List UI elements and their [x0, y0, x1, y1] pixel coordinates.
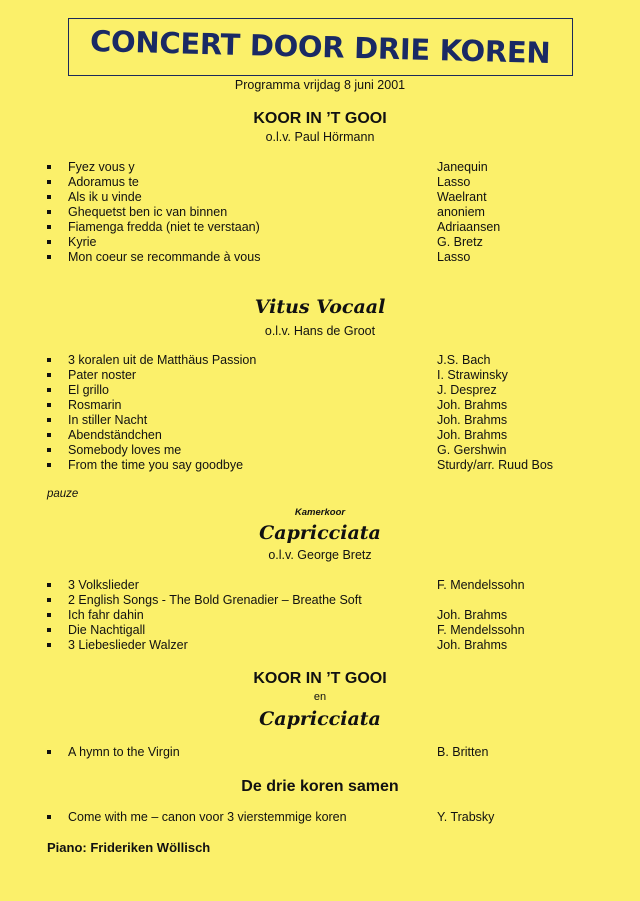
list-item — [0, 623, 640, 638]
bullet-icon — [47, 195, 51, 199]
bullet-icon — [47, 180, 51, 184]
bullet-icon — [47, 373, 51, 377]
composer: G. Gershwin — [437, 443, 507, 457]
composer: J.S. Bach — [437, 353, 491, 367]
bullet-icon — [47, 750, 51, 754]
composer: F. Mendelssohn — [437, 578, 525, 592]
composer: Lasso — [437, 250, 471, 264]
bullet-icon — [47, 403, 51, 407]
bullet-icon — [47, 628, 51, 632]
bullet-icon — [47, 240, 51, 244]
composer: Adriaansen — [437, 220, 501, 234]
list-item — [0, 383, 640, 398]
page-title: CONCERT DOOR DRIE KOREN — [89, 23, 552, 71]
bullet-icon — [47, 433, 51, 437]
piece-title: Abendständchen — [68, 428, 162, 442]
bullet-icon — [47, 418, 51, 422]
conductor-koor: o.l.v. Paul Hörmann — [265, 130, 375, 144]
bullet-icon — [47, 210, 51, 214]
list-item — [0, 443, 640, 458]
title-box — [68, 18, 573, 76]
program-list-koor — [0, 160, 640, 265]
section-title-joint-capricciata: Capricciata — [259, 708, 381, 730]
piece-title: Als ik u vinde — [68, 190, 142, 204]
bullet-icon — [47, 388, 51, 392]
bullet-icon — [47, 255, 51, 259]
list-item — [0, 608, 640, 623]
bullet-icon — [47, 815, 51, 819]
section-title-koor: KOOR IN ’T GOOI — [253, 110, 387, 127]
piece-title: In stiller Nacht — [68, 413, 148, 427]
bullet-icon — [47, 165, 51, 169]
bullet-icon — [47, 463, 51, 467]
list-item — [0, 578, 640, 593]
piece-title: Pater noster — [68, 368, 137, 382]
section-title-vitus: Vitus Vocaal — [254, 296, 386, 318]
composer: Y. Trabsky — [437, 810, 495, 824]
section-title-joint: KOOR IN ’T GOOI — [253, 670, 387, 687]
list-item — [0, 353, 640, 368]
list-item — [0, 638, 640, 653]
list-item — [0, 205, 640, 220]
piano-credit: Piano: Frideriken Wöllisch — [47, 840, 211, 855]
bullet-icon — [47, 448, 51, 452]
piece-title: Rosmarin — [68, 398, 122, 412]
piece-title: Die Nachtigall — [68, 623, 146, 637]
list-item — [0, 745, 640, 760]
list-item — [0, 413, 640, 428]
composer: Waelrant — [437, 190, 487, 204]
composer: J. Desprez — [437, 383, 497, 397]
composer: B. Britten — [437, 745, 489, 759]
piece-title: Ich fahr dahin — [68, 608, 144, 622]
program-list-capricciata — [0, 578, 640, 653]
piece-title: 3 Liebeslieder Walzer — [68, 638, 188, 652]
program-list-joint — [0, 745, 640, 760]
bullet-icon — [47, 358, 51, 362]
composer: F. Mendelssohn — [437, 623, 525, 637]
piece-title: Come with me – canon voor 3 vierstemmige koren — [68, 810, 347, 824]
pauze-label: pauze — [47, 488, 79, 500]
piece-title: From the time you say goodbye — [68, 458, 244, 472]
composer: Joh. Brahms — [437, 413, 508, 427]
list-item — [0, 175, 640, 190]
composer: Joh. Brahms — [437, 398, 508, 412]
section-title-capricciata: Capricciata — [259, 522, 381, 544]
piece-title: Kyrie — [68, 235, 97, 249]
joint-en: en — [313, 691, 327, 703]
composer: G. Bretz — [437, 235, 483, 249]
piece-title: Adoramus te — [68, 175, 139, 189]
list-item — [0, 593, 640, 608]
bullet-icon — [47, 643, 51, 647]
section-title-samen: De drie koren samen — [241, 778, 399, 795]
list-item — [0, 368, 640, 383]
piece-title: Somebody loves me — [68, 443, 182, 457]
piece-title: Mon coeur se recommande à vous — [68, 250, 261, 264]
list-item — [0, 250, 640, 265]
piece-title: Ghequetst ben ic van binnen — [68, 205, 228, 219]
composer: Joh. Brahms — [437, 638, 508, 652]
program-list-samen — [0, 810, 640, 825]
composer: Joh. Brahms — [437, 608, 508, 622]
kamerkoor-label: Kamerkoor — [294, 507, 346, 518]
piece-title: Fyez vous y — [68, 160, 135, 174]
program-date: Programma vrijdag 8 juni 2001 — [234, 78, 406, 92]
list-item — [0, 428, 640, 443]
piece-title: El grillo — [68, 383, 109, 397]
bullet-icon — [47, 583, 51, 587]
piece-title: A hymn to the Virgin — [68, 745, 180, 759]
list-item — [0, 458, 640, 473]
composer: anoniem — [437, 205, 485, 219]
composer: Sturdy/arr. Ruud Bos — [437, 458, 554, 472]
list-item — [0, 220, 640, 235]
piece-title: 3 koralen uit de Matthäus Passion — [68, 353, 257, 367]
bullet-icon — [47, 613, 51, 617]
piece-title: 2 English Songs - The Bold Grenadier – Breathe Soft — [68, 593, 362, 607]
composer: Janequin — [437, 160, 488, 174]
composer: Lasso — [437, 175, 471, 189]
list-item — [0, 235, 640, 250]
piece-title: Fiamenga fredda (niet te verstaan) — [68, 220, 260, 234]
list-item — [0, 190, 640, 205]
list-item — [0, 398, 640, 413]
bullet-icon — [47, 598, 51, 602]
piece-title: 3 Volkslieder — [68, 578, 139, 592]
list-item — [0, 810, 640, 825]
list-item — [0, 160, 640, 175]
bullet-icon — [47, 225, 51, 229]
composer: I. Strawinsky — [437, 368, 508, 382]
composer: Joh. Brahms — [437, 428, 508, 442]
conductor-capricciata: o.l.v. George Bretz — [268, 548, 372, 562]
program-list-vitus — [0, 353, 640, 473]
conductor-vitus: o.l.v. Hans de Groot — [264, 324, 376, 338]
